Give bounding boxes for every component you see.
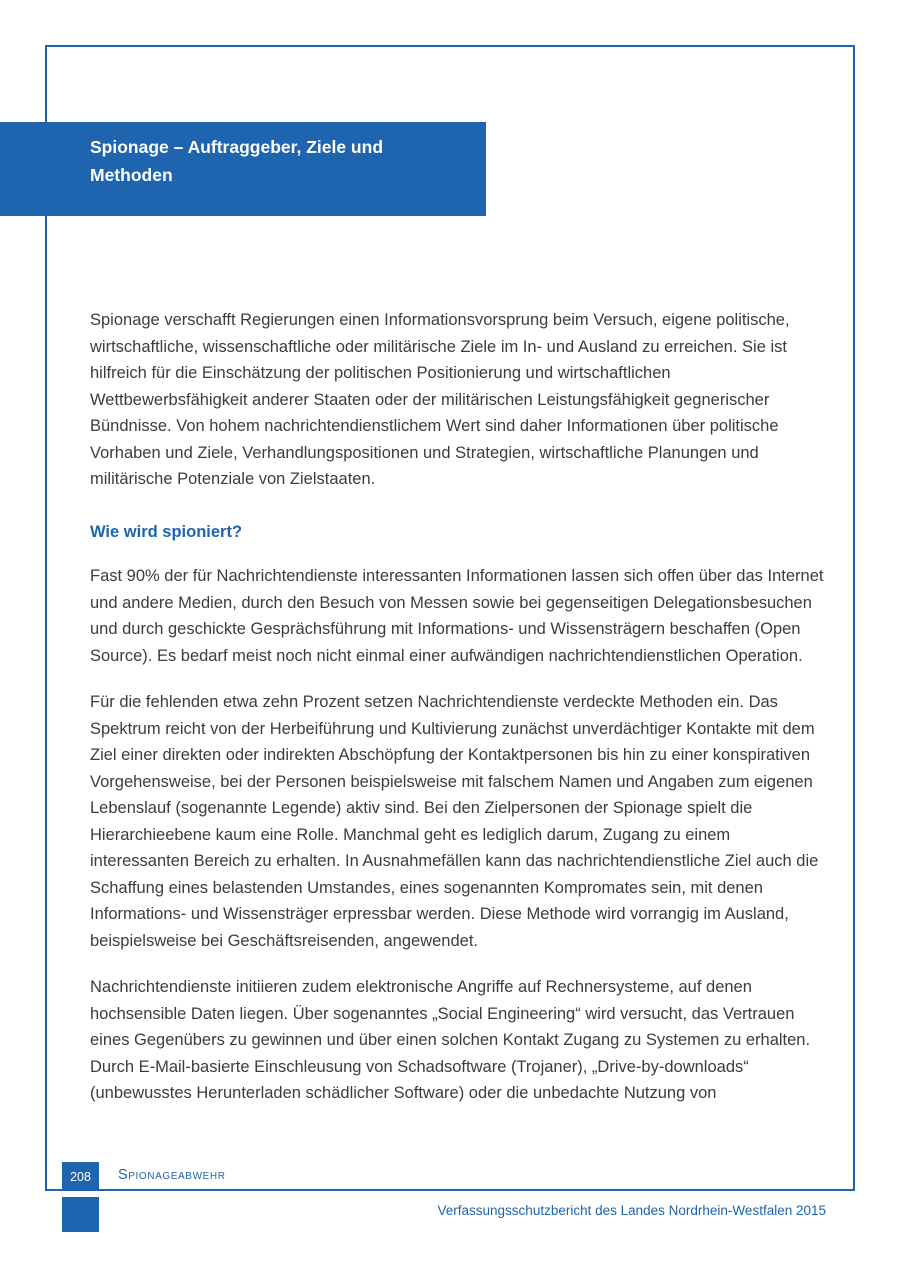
page-number-badge: 208 [62, 1162, 99, 1191]
intro-paragraph: Spionage verschafft Regierungen einen Informationsvorsprung beim Versuch, eigene politische, wirtschaftliche, wissenschaftliche oder militärische Ziele im In- und Ausland zu erreichen. Sie ist hilfreich für die Einschätzung der politischen Positionierung und wirtschaftlichen Wettbewerbsfähigkeit anderer Staaten oder der militärischen Leistungsfähigkeit gegnerischer Bündnisse. Von hohem nachrichtendienstlichem Wert sind daher Informationen über politische Vorhaben und Ziele, Verhandlungspositionen und Strategien, wirtschaftliche Planungen und militärische Potenziale von Zielstaaten. [90, 311, 790, 488]
paragraph-elektronische-angriffe: Nachrichtendienste initiieren zudem elektronische Angriffe auf Rechnersysteme, auf denen hochsensible Daten liegen. Über sogenanntes „Social Engineering“ wird versucht, das Vertrauen eines Gegenübers zu gewinnen und über einen solchen Kontakt Zugang zu Systemen zu erhalten. Durch E-Mail-basierte Einschleusung von Schadsoftware (Trojaner), „Drive-by-downloads“ (unbewusstes Herunterladen schädlicher Software) oder die unbedachte Nutzung von [90, 978, 811, 1102]
paragraph-verdeckte-methoden: Für die fehlenden etwa zehn Prozent setzen Nachrichtendienste verdeckte Methoden ein. Das Spektrum reicht von der Herbeiführung und Kultivierung zunächst unverdächtiger Kontakte mit dem Ziel einer direkten oder indirekten Abschöpfung der Kontaktpersonen bis hin zu einer konspirativen Vorgehensweise, bei der Personen beispielsweise mit falschem Namen und Angaben zum eigenen Lebenslauf (sogenannte Legende) aktiv sind. Bei den Zielpersonen der Spionage spielt die Hierarchieebene kaum eine Rolle. Manchmal geht es lediglich darum, Zugang zu einem interessanten Bereich zu erhalten. In Ausnahmefällen kann das nachrichtendienstliche Ziel auch die Schaffung eines belastenden Umstandes, eines sogenannten Kompromates sein, mit denen Informations- und Wissensträger erpressbar werden. Diese Methode wird vorrangig im Ausland, beispielsweise bei Geschäftsreisenden, angewendet. [90, 693, 819, 950]
section-label: Spionageabwehr [118, 1167, 226, 1183]
chapter-title-line1: Spionage – Auftraggeber, Ziele und [90, 137, 384, 157]
corner-decoration-square [62, 1197, 99, 1232]
chapter-title-line2: Methoden [90, 165, 173, 185]
section-subheading: Wie wird spioniert? [90, 522, 243, 541]
paragraph-open-source: Fast 90% der für Nachrichtendienste interessanten Informationen lassen sich offen über das Internet und andere Medien, durch den Besuch von Messen sowie bei gegenseitigen Delegationsbesuchen und durch geschickte Gesprächsführung mit Informations- und Wissensträgern beschaffen (Open Source). Es bedarf meist noch nicht einmal einer aufwändigen nachrichtendienstlichen Operation. [90, 567, 824, 665]
body-content [90, 307, 830, 1127]
chapter-heading-banner [0, 122, 486, 216]
report-title: Verfassungsschutzbericht des Landes Nordrhein-Westfalen 2015 [437, 1203, 826, 1218]
chapter-title [0, 122, 486, 189]
